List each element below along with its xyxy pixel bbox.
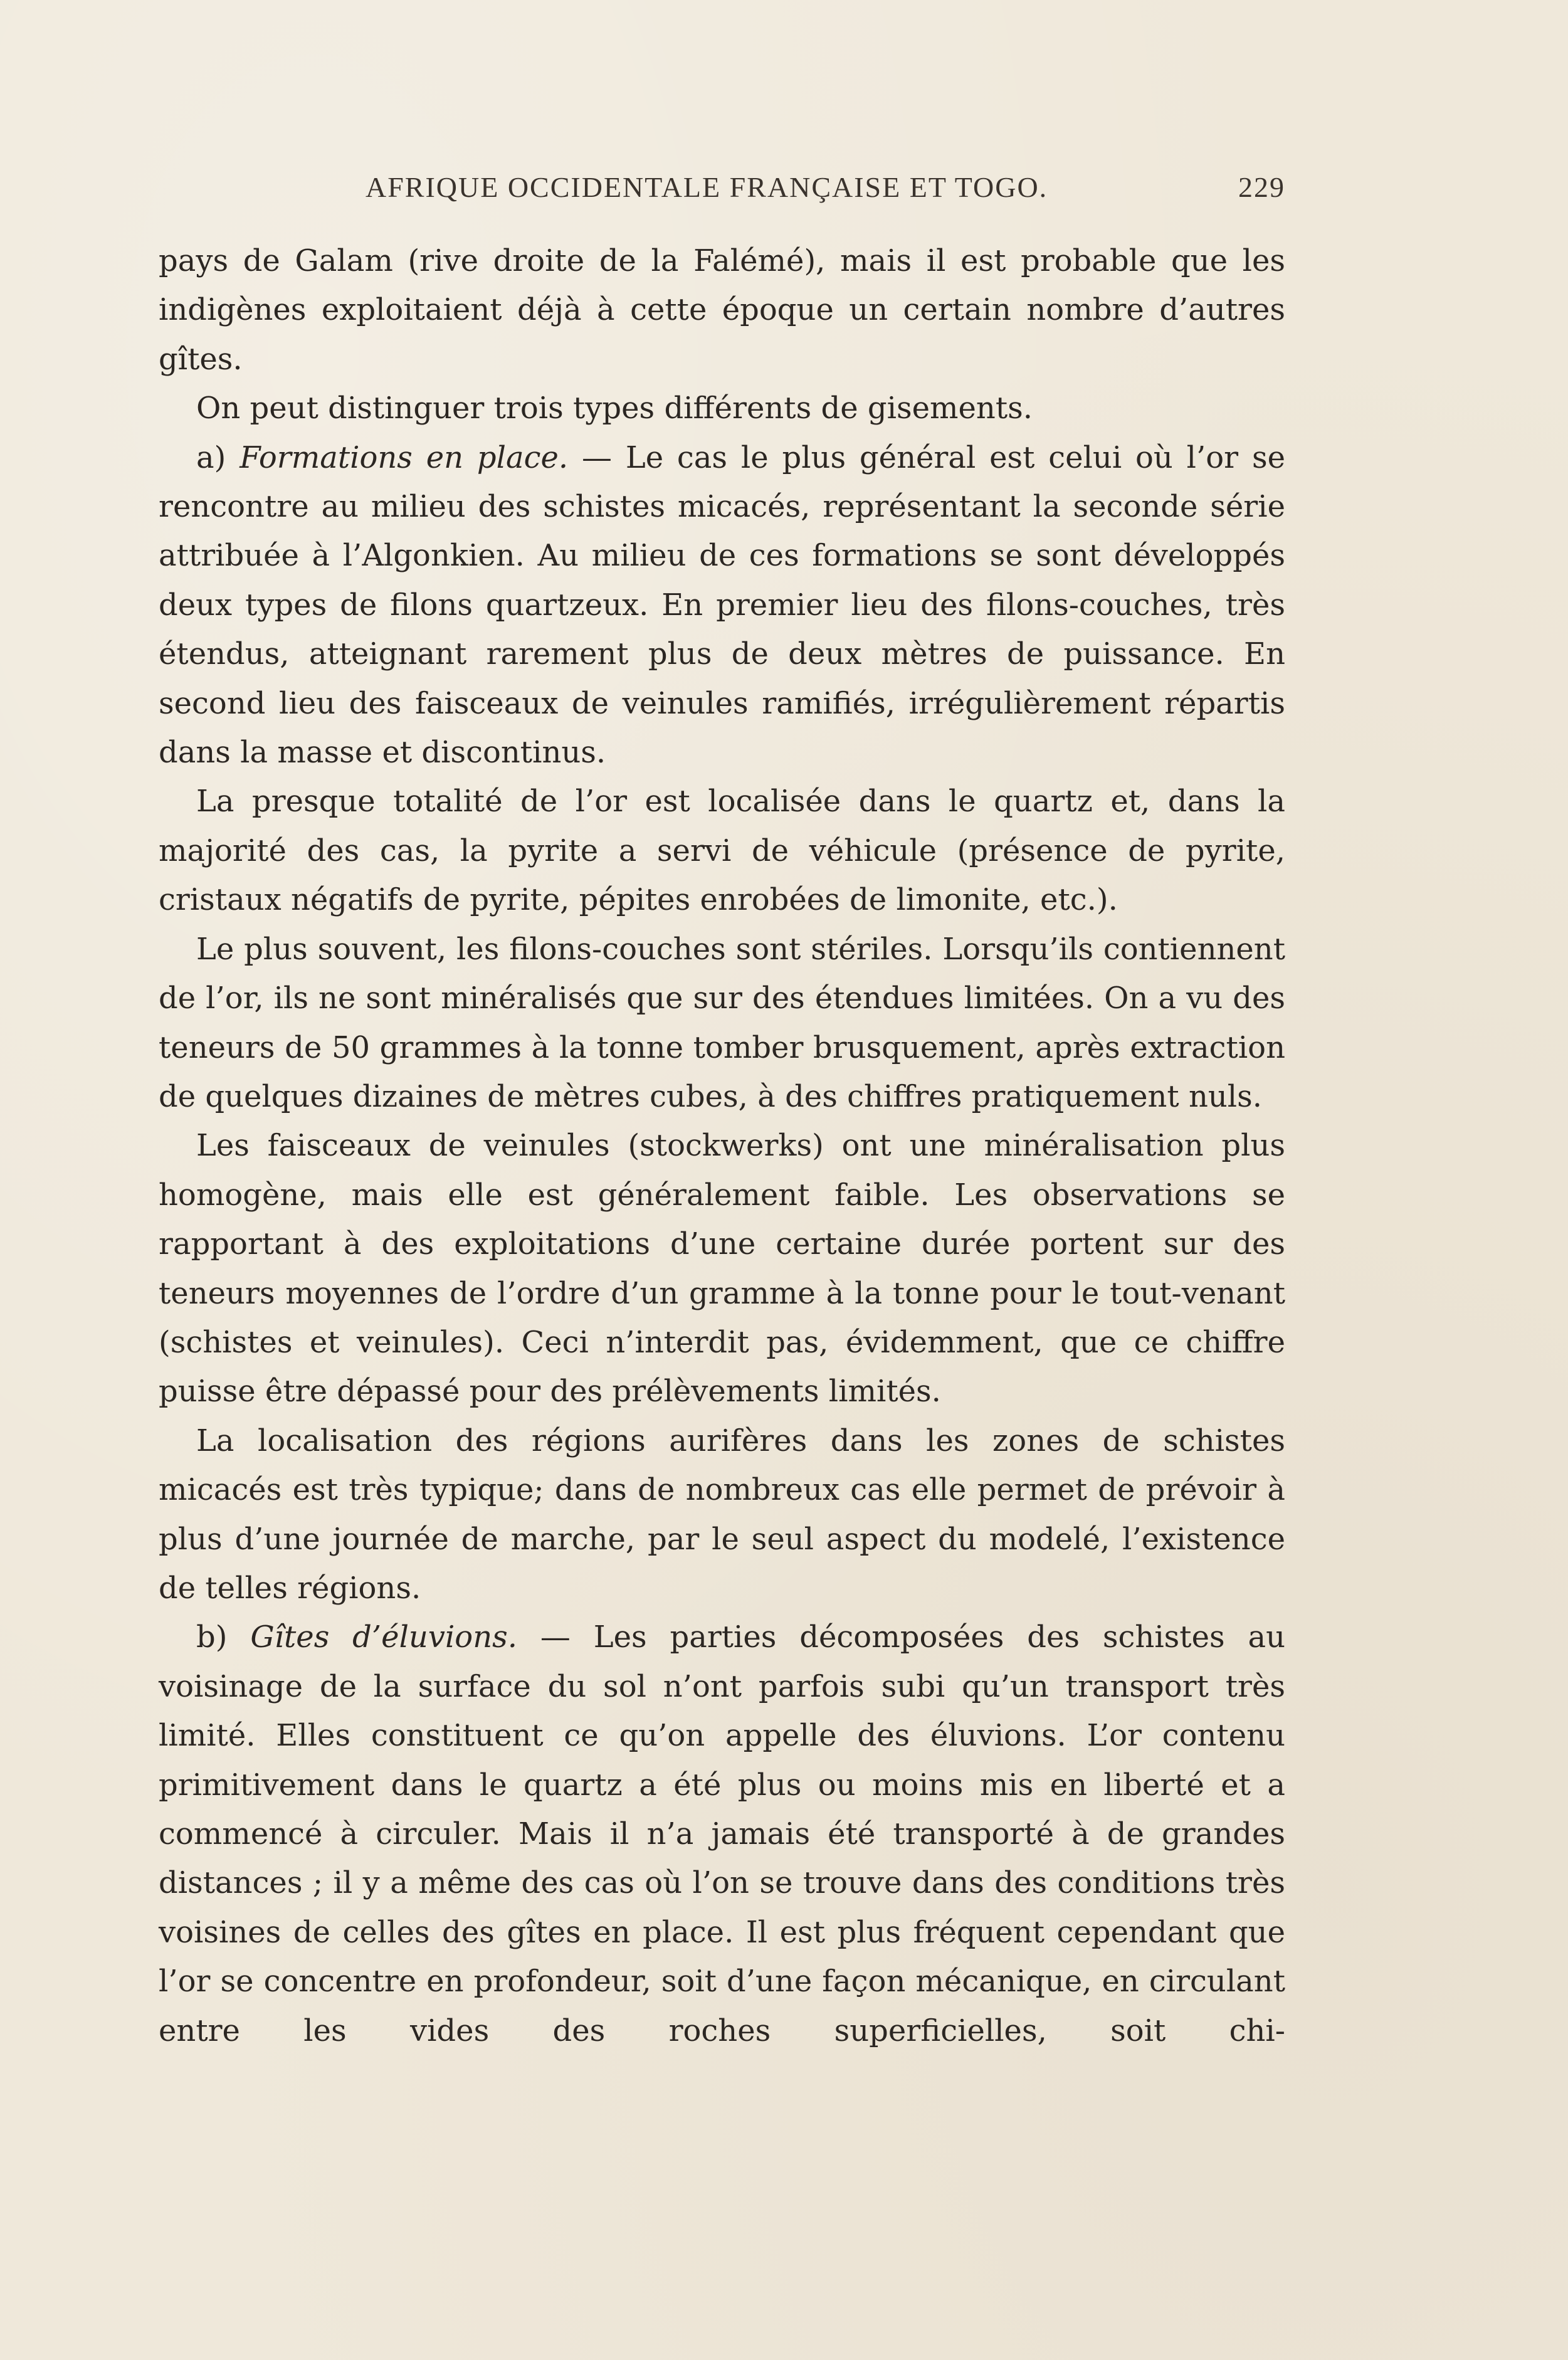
paragraph-gites-d-eluvions — [159, 1613, 1285, 2055]
paragraph: Le plus souvent, les filons-couches sont stériles. Lorsqu’ils contiennent de l’or, ils ne sont minéralisés que sur des étendues limitées. On a vu des teneurs de 50 grammes à la tonne tomber brusquement, après extraction de quelques dizaines de mètres cubes, à des chiffres pratiquement nuls. — [159, 931, 1285, 1114]
paragraph-formations-en-place — [159, 433, 1285, 777]
paragraph: pays de Galam (rive droite de la Falémé), mais il est probable que les indigènes exploitaient déjà à cette époque un certain nombre d’autres gîtes. — [159, 243, 1285, 377]
paragraph: La presque totalité de l’or est localisée dans le quartz et, dans la majorité des cas, la pyrite a servi de véhicule (présence de pyrite, cristaux négatifs de pyrite, pépites enrobées de limonite, etc.). — [159, 784, 1285, 918]
section-text: — Les parties décomposées des schistes au voisinage de la surface du sol n’ont parfois subi qu’un transport très limité. Elles constituent ce qu’on appelle des éluvions. L’or contenu primitivement dans le quartz a été plus ou moins mis en liberté et a commencé à circuler. Mais il n’a jamais été transporté à de grandes distances ; il y a même des cas où l’on se trouve dans des conditions très voisines de celles des gîtes en place. Il est plus fréquent cependant que l’or se concentre en profondeur, soit d’une façon mécanique, en circulant entre les vides des roches superficielles, soit chi- — [159, 1620, 1286, 2048]
running-title: AFRIQUE OCCIDENTALE FRANÇAISE ET TOGO. — [366, 171, 1048, 203]
section-label: b) — [196, 1620, 251, 1655]
page-number: 229 — [1238, 171, 1285, 203]
section-title: Formations en place. — [239, 440, 569, 475]
paragraph: Les faisceaux de veinules (stockwerks) ont une minéralisation plus homogène, mais elle est généralement faible. Les observations se rapportant à des exploitations d’une certaine durée portent sur des teneurs moyennes de l’ordre d’un gramme à la tonne pour le tout-venant (schistes et veinules). Ceci n’interdit pas, évidemment, que ce chiffre puisse être dépassé pour des prélèvements limités. — [159, 1128, 1285, 1409]
section-text: — Le cas le plus général est celui où l’or se rencontre au milieu des schistes micacés, représentant la seconde série attribuée à l’Algonkien. Au milieu de ces formations se sont développés deux types de filons quartzeux. En premier lieu des filons-couches, très étendus, atteignant rarement plus de deux mètres de puissance. En second lieu des faisceaux de veinules ramifiés, irrégulièrement répartis dans la masse et discontinus. — [159, 440, 1285, 771]
section-label: a) — [196, 440, 240, 475]
paragraph: On peut distinguer trois types différents de gisements. — [196, 391, 1033, 426]
paragraph: La localisation des régions aurifères dans les zones de schistes micacés est très typique; dans de nombreux cas elle permet de prévoir à plus d’une journée de marche, par le seul aspect du modelé, l’existence de telles régions. — [159, 1423, 1285, 1606]
page-header — [159, 171, 1285, 214]
section-title: Gîtes d’éluvions. — [250, 1620, 518, 1655]
body-text — [159, 236, 1285, 2055]
